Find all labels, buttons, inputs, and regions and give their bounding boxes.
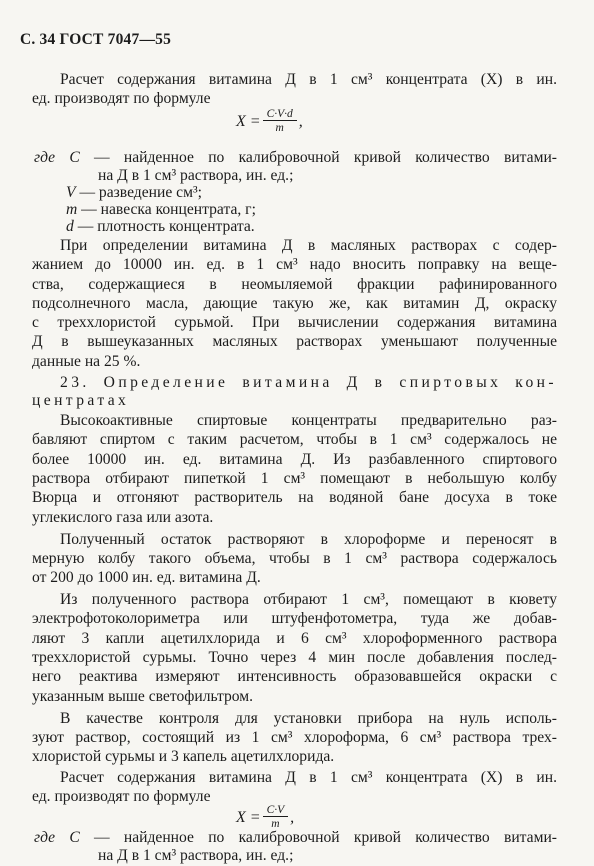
definition-symbol: m xyxy=(66,201,78,218)
definition-text: — плотность концентрата. xyxy=(77,218,255,235)
paragraph-line: от 200 до 1000 ин. ед. витамина Д. xyxy=(32,569,261,586)
definition-symbol: где C xyxy=(34,829,80,846)
paragraph-line: Расчет содержания витамина Д в 1 см³ концентрата (X) в ин. xyxy=(60,769,557,786)
paragraph-line: электрофотоколориметра или штуфенфотометра, туда же добав- xyxy=(32,610,557,627)
paragraph-line: бавляют спиртом с таким расчетом, чтобы в 1 см³ содержалось не xyxy=(32,431,557,448)
paragraph-line: При определении витамина Д в масляных растворах с содер- xyxy=(60,237,557,254)
paragraph-line: В качестве контроля для установки прибора на нуль исполь- xyxy=(60,710,557,727)
definition-text: — разведение см³; xyxy=(79,184,202,201)
definition-symbol: d xyxy=(66,218,74,235)
paragraph-line: с треххлористой сурьмой. При вычислении содержания витамина xyxy=(32,314,557,331)
paragraph-line: Из полученного раствора отбирают 1 см³, помещают в кювету xyxy=(60,591,557,608)
fraction-denominator: m xyxy=(275,122,284,134)
paragraph-line: Д в вышеуказанных масляных растворах уменьшают полученные xyxy=(32,333,557,350)
paragraph-line: Высокоактивные спиртовые концентраты предварительно раз- xyxy=(60,412,557,429)
fraction xyxy=(263,108,297,135)
fraction-numerator: C·V·d xyxy=(263,108,297,121)
paragraph-line: Полученный остаток растворяют в хлороформе и переносят в xyxy=(60,531,557,548)
fraction-numerator: C·V xyxy=(263,804,289,817)
definition-symbol: где C xyxy=(34,149,80,166)
formula xyxy=(236,804,294,831)
page-header: С. 34 ГОСТ 7047—55 xyxy=(20,31,172,48)
definition-text: на Д в 1 см³ раствора, ин. ед.; xyxy=(98,167,294,184)
paragraph-line: углекислого газа или азота. xyxy=(32,509,214,526)
formula xyxy=(236,108,303,135)
paragraph-line: данные на 25 %. xyxy=(32,353,141,370)
paragraph-line: указанным выше светофильтром. xyxy=(32,688,254,705)
definition-symbol: V xyxy=(66,184,76,201)
paragraph-line: Вюрца и отгоняют растворитель на водяной бане досуха в токе xyxy=(32,489,557,506)
paragraph-line: хлористой сурьмы и 3 капель ацетилхлорида. xyxy=(32,748,335,765)
paragraph-line: ед. производят по формуле xyxy=(32,788,211,805)
paragraph-line: ед. производят по формуле xyxy=(32,90,211,107)
paragraph-line: раствора отбирают пипеткой 1 см³ помещают в небольшую колбу xyxy=(32,470,557,487)
paragraph-line: ства, содержащиеся в неомыляемой фракции рафинированного xyxy=(32,276,557,293)
paragraph-line: ляют 3 капли ацетилхлорида и 6 см³ хлороформенного раствора xyxy=(32,630,557,647)
definition-row xyxy=(34,148,557,168)
paragraph-line: него реактива измеряют интенсивность образовавшейся окраски с xyxy=(32,668,557,685)
definition-row xyxy=(66,217,255,237)
paragraph-line: более 10000 ин. ед. витамина Д. Из разбавленного спиртового xyxy=(32,451,557,468)
definition-text: — найденное по калибровочной кривой количество витами- xyxy=(94,829,557,846)
paragraph-line: подсолнечного масла, дающие такую же, как витамин Д, окраску xyxy=(32,295,557,312)
section-heading: центратах xyxy=(32,392,130,409)
definition-row xyxy=(98,846,293,866)
definition-row xyxy=(34,828,557,848)
paragraph-line: Расчет содержания витамина Д в 1 см³ концентрата (X) в ин. xyxy=(60,71,557,88)
definition-text: на Д в 1 см³ раствора, ин. ед.; xyxy=(98,847,294,864)
fraction xyxy=(263,804,289,831)
formula-tail: , xyxy=(298,112,303,130)
fraction-denominator: m xyxy=(271,818,280,830)
formula-lhs: X = xyxy=(236,112,261,130)
paragraph-line: зуют раствор, состоящий из 1 см³ хлороформа, 6 см³ раствора трех- xyxy=(32,729,557,746)
formula-tail: , xyxy=(290,808,295,826)
section-heading: 23. Определение витамина Д в спиртовых кон- xyxy=(60,374,557,391)
formula-lhs: X = xyxy=(236,808,261,826)
paragraph-line: треххлористой сурьмы. Точно через 4 мин после добавления послед- xyxy=(32,649,557,666)
definition-text: — навеска концентрата, г; xyxy=(81,201,256,218)
paragraph-line: жанием до 10000 ин. ед. в 1 см³ надо вносить поправку на веще- xyxy=(32,256,557,273)
paragraph-line: мерную колбу такого объема, чтобы в 1 см³ раствора содержалось xyxy=(32,550,557,567)
definition-text: — найденное по калибровочной кривой количество витами- xyxy=(94,149,557,166)
